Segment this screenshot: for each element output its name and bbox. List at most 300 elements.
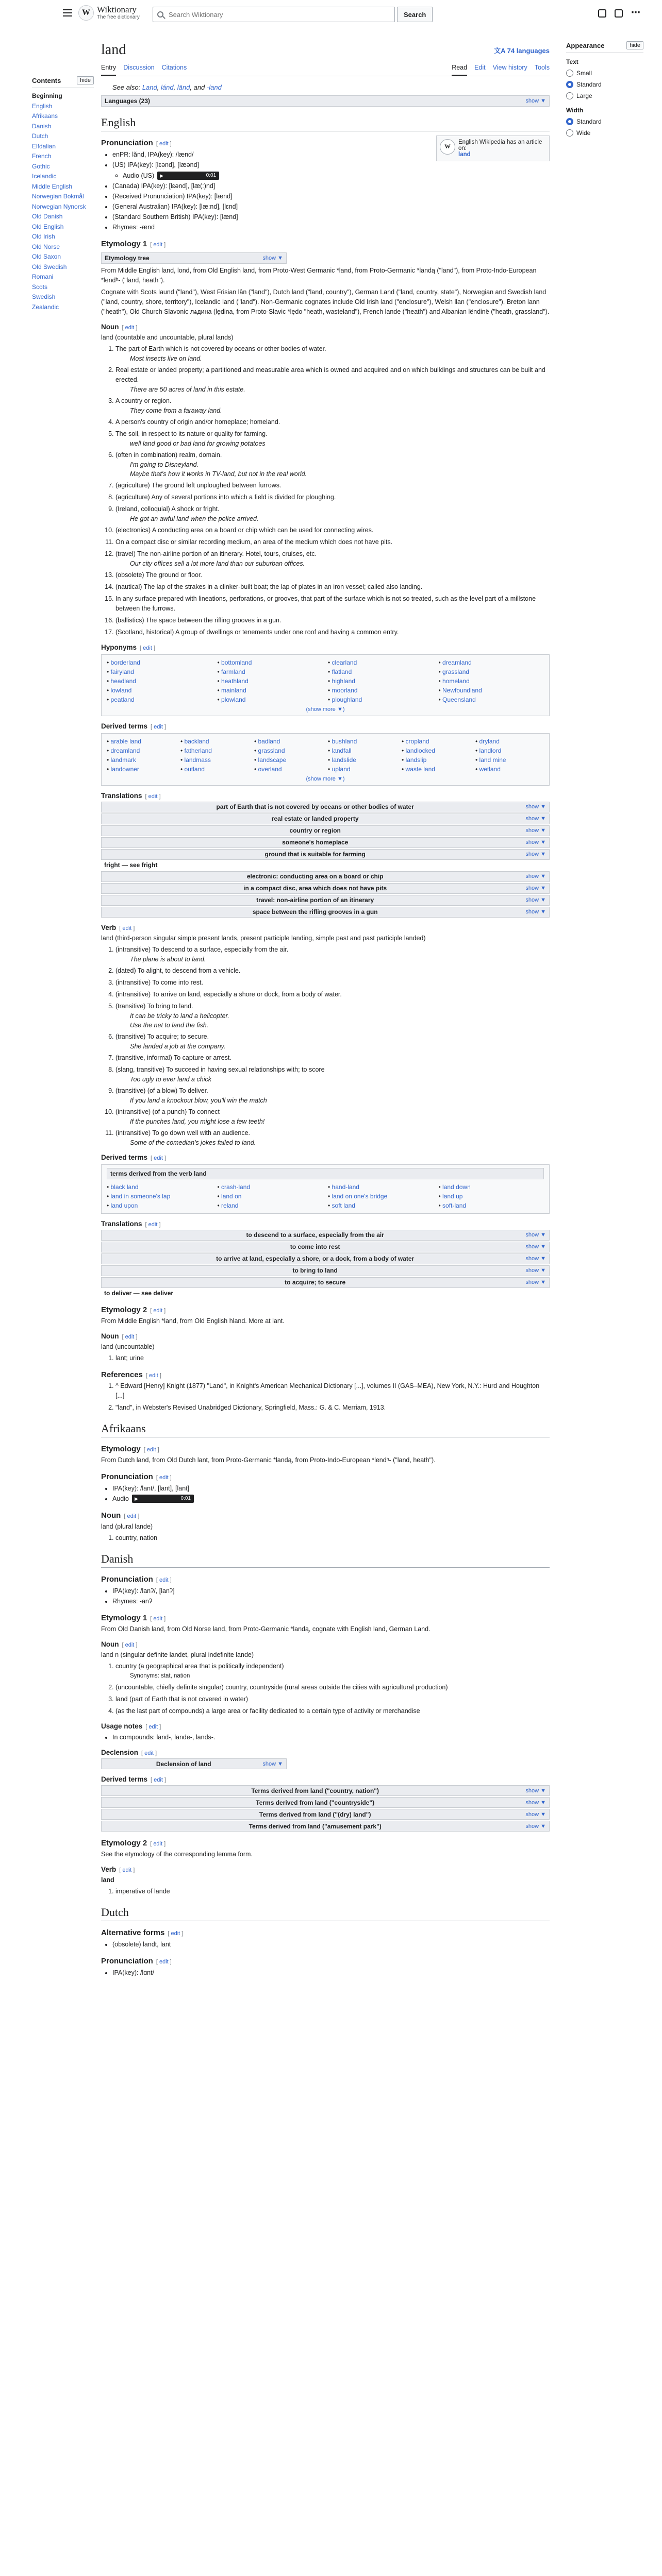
translation-bar[interactable] [101,883,550,894]
edit-link[interactable]: [ edit ] [150,1616,166,1622]
site-title[interactable]: Wiktionary [97,5,137,14]
edit-link[interactable]: [ edit ] [119,1867,135,1874]
derived-term-link[interactable]: • land mine [475,755,544,765]
toc-item[interactable]: Elfdalian [32,142,56,150]
toc-item[interactable]: French [32,152,52,160]
show-toggle[interactable]: show ▼ [525,827,546,834]
text-size-large[interactable] [566,90,643,101]
edit-label[interactable]: edit [148,1724,158,1731]
derived-terms-bar[interactable] [101,1785,550,1796]
hyponym-link[interactable]: • headland [107,676,212,686]
edit-link[interactable]: [ edit ] [150,1841,166,1848]
sense-text: (often in combination) realm, domain. [115,451,222,459]
translation-bar-label: electronic: conducting area on a board or chip [246,873,384,880]
show-toggle[interactable]: show ▼ [525,1244,546,1250]
edit-label[interactable]: edit [153,1307,163,1314]
derived-terms-bar-label: Terms derived from land ("country, nation") [251,1787,379,1794]
appearance-panel [566,41,643,139]
show-toggle[interactable]: show ▼ [525,873,546,880]
noun-translations [101,802,550,918]
toc-title: Contents [32,76,61,84]
derived-term-link[interactable]: • badland [254,737,323,746]
toc-item[interactable]: Old Danish [32,213,63,220]
edit-label[interactable]: edit [146,1446,156,1453]
search-box[interactable] [153,7,395,22]
hyponym-link[interactable]: • grassland [439,667,544,676]
languages-collapse-bar[interactable] [101,95,550,107]
derived-term-link[interactable]: • soft land [328,1201,434,1210]
edit-link[interactable]: [ edit ] [156,1959,172,1965]
edit-label[interactable]: edit [159,1959,169,1965]
edit-label[interactable]: edit [159,1474,169,1481]
pron-item: • IPA(key): /lant/, [lant], [lant] [112,1483,550,1494]
show-more-button[interactable]: (show more ▼) [306,706,345,713]
edit-label[interactable]: edit [148,793,158,800]
edit-link[interactable]: [ edit ] [151,1777,167,1784]
toc-item[interactable]: Norwegian Bokmål [32,193,84,200]
radio-label: Small [576,70,592,77]
edit-link[interactable]: [ edit ] [122,324,138,331]
derived-term-link[interactable]: • bushland [328,737,396,746]
hyponym-link[interactable]: • farmland [218,667,323,676]
search-button[interactable]: Search [397,7,433,22]
da-usage-list [112,1732,550,1742]
noun-2-headword: land (uncountable) [101,1343,155,1350]
see-also-label: See also: [112,83,141,91]
toc-item[interactable]: Dutch [32,132,48,140]
show-toggle[interactable]: show ▼ [525,839,546,846]
see-also-link[interactable]: Land [142,83,157,91]
sense-text: Real estate or landed property; a partitioned and measurable area which is owned and acquired and on which buildings and structures can be built and erected. [115,366,545,383]
heading-da-noun [101,1640,550,1648]
verb-headword: land (third-person singular simple present lands, present participle landing, simple past and past participle landed) [101,934,426,942]
derived-term-link[interactable]: • waste land [402,765,470,774]
edit-link[interactable]: [ edit ] [151,723,167,730]
etymology-text: From Middle English land, lond, from Old English land, from Proto-West Germanic *land, from Proto-Germanic *landą ("land"), from Proto-Indo-European *lendʰ- ("land, heath"). [101,266,537,284]
edit-link[interactable]: [ edit ] [122,1333,138,1340]
audio-player[interactable] [112,1494,194,1504]
derived-term-link[interactable]: • land upon [107,1201,212,1210]
toc-item[interactable]: Old Swedish [32,263,67,270]
toc-item[interactable]: Old Irish [32,233,55,240]
tab-entry[interactable]: Entry [101,64,116,76]
edit-link[interactable]: [ edit ] [145,1372,161,1379]
show-toggle[interactable]: show ▼ [525,804,546,810]
derived-term-link[interactable]: • land down [439,1182,544,1192]
section-danish: Danish [101,1552,550,1568]
pron-item: • IPA(key): /lanʔ/, [lanʔ] [112,1586,550,1596]
heading-text: Verb [101,1866,117,1874]
derived-term-link[interactable]: • hand-land [328,1182,434,1192]
toc-item[interactable]: Beginning [32,92,62,99]
show-toggle[interactable]: show ▼ [525,897,546,904]
translation-bar[interactable] [101,907,550,918]
translation-bar-label: to descend to a surface, especially from the air [246,1231,384,1239]
derived-term-link[interactable]: • landlord [475,746,544,755]
show-toggle[interactable]: show ▼ [525,1232,546,1239]
translation-bar[interactable] [101,871,550,882]
derived-term-link[interactable]: • overland [254,765,323,774]
heading-text: Usage notes [101,1722,143,1731]
width-standard[interactable] [566,116,643,127]
heading-text: Noun [101,1640,119,1649]
derived-term-link[interactable]: • landslide [328,755,396,765]
derived-term-link[interactable]: • fatherland [180,746,249,755]
derived-term-link[interactable]: • reland [218,1201,323,1210]
derived-term-link[interactable]: • upland [328,765,396,774]
af-noun-headword: land (plural lande) [101,1523,153,1531]
derived-term-link[interactable]: • black land [107,1182,212,1192]
derived-term-link[interactable]: • land in someone's lap [107,1192,212,1201]
tab-discussion[interactable]: Discussion [123,64,155,71]
derived-term-link[interactable]: • grassland [254,746,323,755]
watchlist-icon[interactable] [615,9,623,18]
edit-label[interactable]: edit [127,1513,137,1520]
show-toggle[interactable]: show ▼ [525,1823,546,1829]
show-toggle[interactable]: show ▼ [262,255,283,261]
translation-bar[interactable] [101,1242,550,1252]
edit-label[interactable]: edit [153,1616,163,1622]
pron-item: • (Received Pronunciation) IPA(key): [lænd] [112,191,550,201]
radio-icon [566,129,573,137]
search-icon [157,11,163,18]
show-toggle[interactable]: show ▼ [525,1811,546,1818]
hyponym-link[interactable]: • heathland [218,676,323,686]
derived-term-link[interactable]: • cropland [402,737,470,746]
hyponym-link[interactable]: • bottomland [218,658,323,667]
heading-nl-alt [101,1928,550,1937]
derived-term-link[interactable]: • land on one's bridge [328,1192,434,1201]
toc-item[interactable]: Afrikaans [32,112,58,120]
da-noun-headword: land n (singular definite landet, plural indefinite lande) [101,1651,254,1659]
toc-item[interactable]: Old Saxon [32,253,61,260]
sense [115,344,550,363]
translation-bar[interactable] [101,802,550,812]
edit-link[interactable]: [ edit ] [156,1577,172,1584]
hyponym-link[interactable]: • dreamland [439,658,544,667]
hyponym-link[interactable]: • moorland [328,686,434,695]
edit-link[interactable]: [ edit ] [150,241,166,248]
see-also-link[interactable]: -land [206,83,222,91]
sense-text: A country or region. [115,397,172,404]
usage-example: It can be tricky to land a helicopter. [130,1012,229,1020]
edit-link[interactable]: [ edit ] [150,1307,166,1314]
tab-edit[interactable]: Edit [474,64,486,71]
hyponym-link[interactable]: • fairyland [107,667,212,676]
derived-term-link[interactable]: • landlocked [402,746,470,755]
hyponym-link[interactable]: • borderland [107,658,212,667]
derived-term-link[interactable]: • land up [439,1192,544,1201]
heading-text: Derived terms [101,1775,148,1784]
main-content [101,41,550,1978]
toc-item[interactable]: Norwegian Nynorsk [32,202,86,210]
derived-term-link[interactable]: • land on [218,1192,323,1201]
show-toggle[interactable]: show ▼ [262,1760,283,1767]
edit-link[interactable]: [ edit ] [168,1930,184,1937]
edit-link[interactable]: [ edit ] [156,141,172,147]
sense-text: country (a geographical area that is politically independent) [115,1663,284,1670]
usage-example: Some of the comedian's jokes failed to land. [130,1139,256,1146]
hyponym-link[interactable]: • homeland [439,676,544,686]
see-also-link[interactable]: länd [177,83,190,91]
etymology-tree-bar[interactable] [101,252,287,264]
toc-item[interactable]: Icelandic [32,173,57,180]
derived-term-link[interactable]: • arable land [107,737,175,746]
translation-bar[interactable] [101,837,550,848]
edit-label[interactable]: edit [144,1750,154,1757]
derived-term-link[interactable]: • landscape [254,755,323,765]
translation-bar[interactable] [101,849,550,860]
heading-text: Noun [101,1332,119,1340]
sense [115,1002,550,1030]
show-toggle[interactable]: show ▼ [525,816,546,822]
derived-term-link[interactable]: • dryland [475,737,544,746]
toc-item[interactable]: Romani [32,273,54,280]
verb-derived-grid [107,1182,544,1210]
show-toggle[interactable]: show ▼ [525,98,546,104]
reference: 2. "land", in Webster's Revised Unabridged Dictionary, Springfield, Mass.: G. & C. Merriam, 1913. [115,1403,550,1413]
nl-alt-list [112,1939,550,1950]
show-toggle[interactable]: show ▼ [525,1256,546,1262]
hyponyms-box [101,654,550,716]
edit-label[interactable]: edit [125,1333,135,1340]
audio-item [112,1494,550,1504]
toc-item[interactable]: Middle English [32,182,73,190]
edit-link[interactable]: [ edit ] [122,1642,138,1649]
show-toggle[interactable]: show ▼ [525,885,546,892]
tab-citations[interactable]: Citations [161,64,187,71]
show-toggle[interactable]: show ▼ [525,851,546,858]
audio-play-icon[interactable] [132,1495,194,1503]
heading-da-pronunciation [101,1575,550,1584]
edit-label[interactable]: edit [171,1930,180,1937]
derived-term-link[interactable]: • landmass [180,755,249,765]
toc-item[interactable]: Gothic [32,162,50,170]
heading-text: Pronunciation [101,1472,153,1481]
heading-da-verb [101,1866,550,1873]
derived-term-link[interactable]: • wetland [475,765,544,774]
da-etymology-2-text: See the etymology of the corresponding lemma form. [101,1851,253,1858]
heading-text: Translations [101,1219,142,1228]
radio-label: Wide [576,129,591,137]
edit-label[interactable]: edit [149,1372,158,1379]
translation-see-row: fright — see fright [104,861,158,869]
translation-bar[interactable] [101,1230,550,1241]
da-verb-headword: land [101,1876,114,1884]
derived-term-link[interactable]: • landslip [402,755,470,765]
audio-player[interactable] [123,171,219,181]
pron-item: • (Canada) IPA(key): [lɛənd], [læ(ː)nd] [112,181,550,191]
sense-text: (transitive) To bring to land. [115,1002,193,1010]
edit-label[interactable]: edit [125,1642,135,1649]
show-more-button[interactable]: (show more ▼) [306,775,345,782]
af-etymology-text: From Dutch land, from Old Dutch lant, from Proto-Germanic *landą, from Proto-Indo-European *lendʰ- ("land, heath"). [101,1456,436,1464]
toc-item[interactable]: Scots [32,283,48,291]
edit-label[interactable]: edit [153,241,163,248]
derived-terms-bar[interactable] [101,1797,550,1808]
sense: 7. (transitive, informal) To capture or arrest. [115,1053,550,1063]
declension-bar[interactable] [101,1758,287,1769]
toc-item[interactable]: Swedish [32,293,56,300]
translation-bar[interactable] [101,825,550,836]
edit-link[interactable]: [ edit ] [119,925,135,931]
edit-label[interactable]: edit [143,645,152,651]
hyponym-link[interactable]: • clearland [328,658,434,667]
hyponym-link[interactable]: • mainland [218,686,323,695]
hyponym-link[interactable]: • lowland [107,686,212,695]
edit-label[interactable]: edit [154,723,163,730]
sense-text: (intransitive) To go down well with an audience. [115,1129,251,1137]
edit-link[interactable]: [ edit ] [140,645,156,651]
da-derived-bars [101,1785,550,1832]
translation-bar[interactable] [101,1265,550,1276]
usage-example: They come from a faraway land. [130,406,222,414]
edit-label[interactable]: edit [148,1221,158,1228]
heading-text: Translations [101,791,142,800]
sense: 3. (intransitive) To come into rest. [115,978,550,988]
usage-note: • In compounds: land-, lande-, lands-. [112,1732,550,1742]
heading-text: Noun [101,1511,121,1520]
appearance-hide-button[interactable]: hide [626,41,643,49]
declension-bar-label: Declension of land [156,1760,211,1768]
heading-af-etymology [101,1445,550,1453]
sense [115,1107,550,1126]
edit-label[interactable]: edit [153,1841,163,1848]
derived-term-link[interactable]: • dreamland [107,746,175,755]
tab-tools[interactable]: Tools [534,64,550,71]
hyponym-link[interactable]: • plowland [218,695,323,704]
edit-link[interactable]: [ edit ] [124,1513,140,1520]
tab-read[interactable]: Read [452,64,467,76]
show-toggle[interactable]: show ▼ [525,1267,546,1274]
sense: 1. country, nation [115,1533,550,1543]
edit-link[interactable]: [ edit ] [145,793,161,800]
translation-bar-label: ground that is suitable for farming [264,851,366,858]
tab-view-history[interactable]: View history [492,64,527,71]
heading-text: Etymology [101,1444,141,1453]
more-options-icon[interactable]: ⋯ [631,7,640,18]
hyponym-link[interactable]: • Queensland [439,695,544,704]
edit-link[interactable]: [ edit ] [143,1446,159,1453]
edit-label[interactable]: edit [154,1155,163,1161]
etymology-2-text: From Middle English *land, from Old English hland. More at lant. [101,1317,285,1325]
heading-da-etymology-1 [101,1614,550,1622]
edit-link[interactable]: [ edit ] [145,1724,161,1731]
main-menu-icon[interactable] [63,9,72,16]
page-title: land [101,42,126,58]
sense: 4. (intransitive) To arrive on land, especially a shore or dock, from a body of water. [115,990,550,999]
edit-link[interactable]: [ edit ] [156,1474,172,1481]
translation-bar[interactable] [101,814,550,824]
show-toggle[interactable]: show ▼ [525,909,546,916]
derived-term-link[interactable]: • soft-land [439,1201,544,1210]
hyponyms-grid [107,658,544,704]
width-wide[interactable] [566,127,643,139]
appearance-title: Appearance [566,41,605,49]
usage-example: If the punches land, you might lose a few teeth! [130,1117,265,1125]
edit-label[interactable]: edit [159,141,169,147]
toc-item[interactable]: Zealandic [32,303,59,311]
show-toggle[interactable]: show ▼ [525,1787,546,1794]
text-size-small[interactable] [566,67,643,79]
edit-label[interactable]: edit [122,1867,132,1874]
wiktionary-logo-icon[interactable]: W [78,5,94,21]
heading-text: Derived terms [101,1153,148,1161]
toc-item[interactable]: Old Norse [32,243,60,250]
hyponym-link[interactable]: • flatland [328,667,434,676]
derived-term-link[interactable]: • landmark [107,755,175,765]
translation-bar[interactable] [101,895,550,906]
hyponym-link[interactable]: • peatland [107,695,212,704]
edit-link[interactable]: [ edit ] [151,1155,167,1161]
heading-translations [101,792,550,800]
sense: 15. In any surface prepared with lineations, perforations, or grooves, that part of the surface which is not so treated, such as the level part of a millstone between the furrows. [115,594,550,614]
user-icon[interactable] [598,9,606,18]
audio-time: ▶ 0:01 [206,172,217,178]
translation-bar-label: country or region [289,827,341,835]
hyponym-link[interactable]: • ploughland [328,695,434,704]
audio-play-icon[interactable] [157,172,219,180]
toc-item[interactable]: Old English [32,223,64,230]
show-toggle[interactable]: show ▼ [525,1279,546,1286]
edit-label[interactable]: edit [122,925,132,931]
edit-label[interactable]: edit [159,1577,169,1584]
toc-hide-button[interactable]: hide [77,76,94,84]
heading-da-declension [101,1749,550,1756]
sense: 1. imperative of lande [115,1887,550,1896]
search-input[interactable] [169,11,394,19]
see-also-link[interactable]: lánd [160,83,174,91]
derived-term-link[interactable]: • landowner [107,765,175,774]
show-toggle[interactable]: show ▼ [525,1799,546,1806]
translation-bar[interactable] [101,1253,550,1264]
sense [115,1662,550,1681]
usage-example: I'm going to Disneyland. [130,461,199,468]
translation-bar[interactable] [101,1277,550,1288]
toc-item[interactable]: English [32,102,53,110]
languages-button[interactable]: 文A 74 languages [494,47,550,55]
da-noun-senses [115,1662,550,1716]
verb-derived-title [107,1168,544,1179]
sense: 3. land (part of Earth that is not covered in water) [115,1694,550,1704]
derived-term-link[interactable]: • crash-land [218,1182,323,1192]
derived-terms-bar[interactable] [101,1821,550,1832]
sense: 7. (agriculture) The ground left unploughed between furrows. [115,481,550,490]
verb-senses [115,945,550,1147]
heading-verb-translations [101,1220,550,1228]
translation-bar-label: to bring to land [292,1267,338,1275]
hyponym-link[interactable]: • highland [328,676,434,686]
sense [115,549,550,568]
wikipedia-link[interactable]: land [458,151,471,158]
usage-example: Our city offices sell a lot more land than our suburban offices. [130,560,305,567]
derived-term-link[interactable]: • outland [180,765,249,774]
derived-term-link[interactable]: • landfall [328,746,396,755]
heading-hyponyms [101,643,550,651]
derived-term-link[interactable]: • backland [180,737,249,746]
sense [115,450,550,479]
text-size-standard[interactable] [566,79,643,90]
edit-link[interactable]: [ edit ] [141,1750,157,1757]
sense [115,1065,550,1084]
edit-label[interactable]: edit [154,1777,163,1784]
edit-link[interactable]: [ edit ] [145,1221,161,1228]
heading-text: Etymology 2 [101,1839,147,1848]
hyponym-link[interactable]: • Newfoundland [439,686,544,695]
derived-terms-bar[interactable] [101,1809,550,1820]
edit-label[interactable]: edit [125,324,135,331]
toc-item[interactable]: Danish [32,122,52,130]
